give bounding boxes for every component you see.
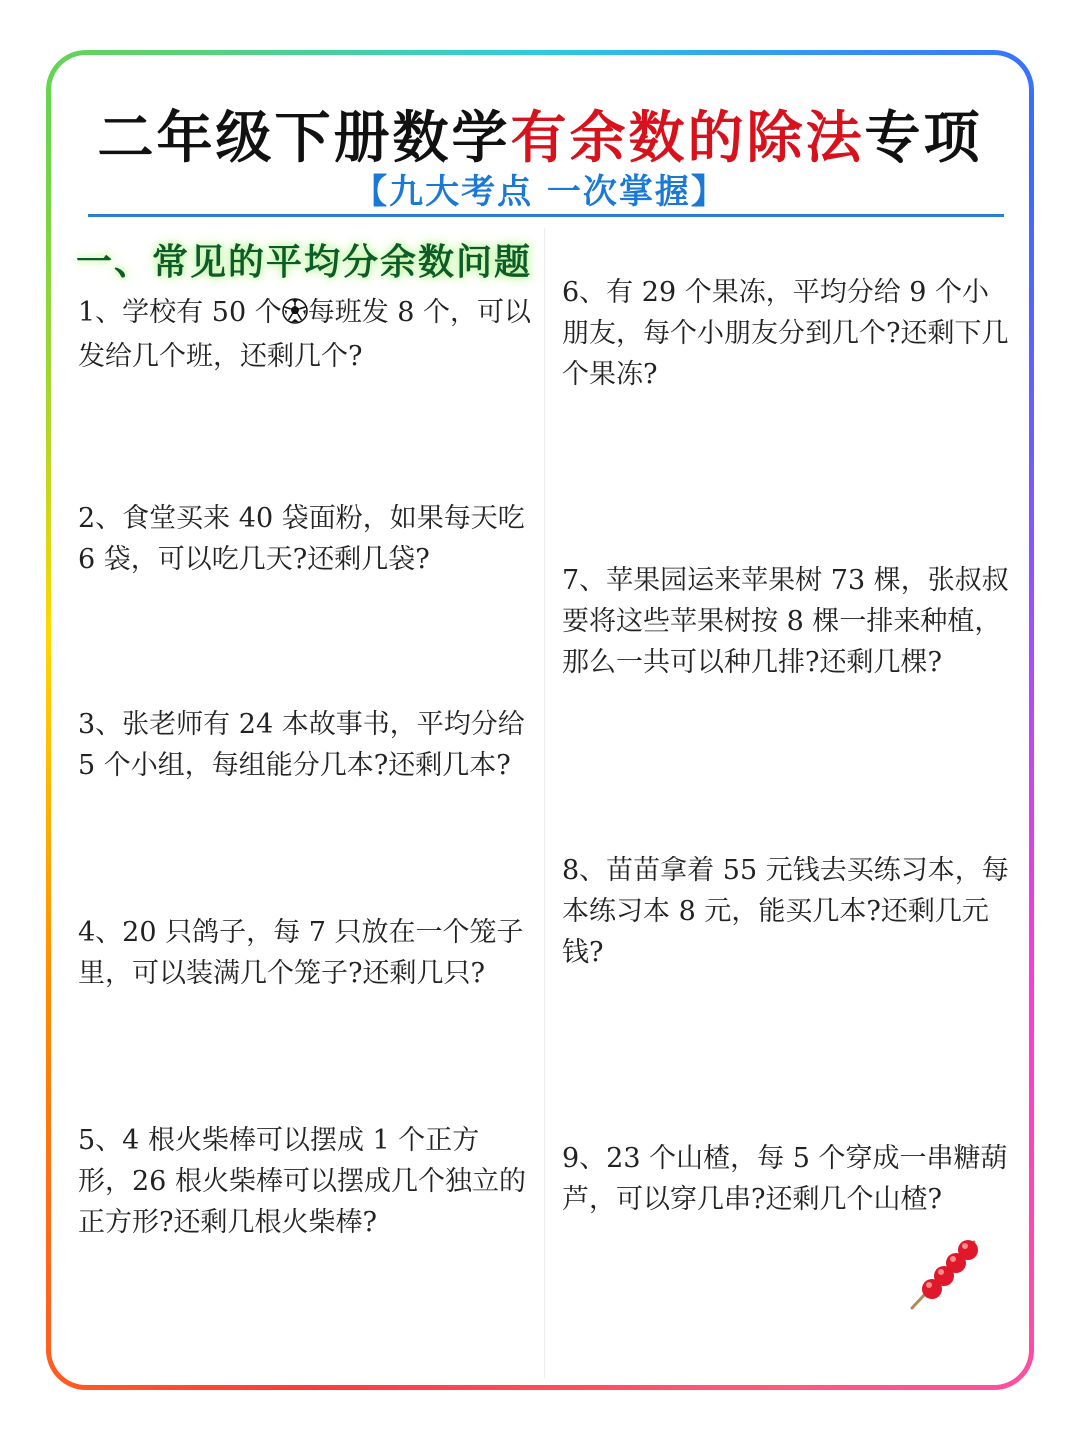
question-5: 5、4 根火柴棒可以摆成 1 个正方形，26 根火柴棒可以摆成几个独立的正方形?还剩几根火柴棒? (78, 1125, 526, 1238)
candied-haws-icon (902, 1234, 986, 1318)
header-divider (88, 214, 1004, 217)
page-subtitle: 【九大考点 一次掌握】 (353, 172, 727, 212)
page-title: 二年级下册数学有余数的除法专项 (97, 106, 983, 171)
question-6: 6、有 29 个果冻，平均分给 9 个小朋友，每个小朋友分到几个?还剩下几个果冻? (562, 277, 1009, 390)
section-title: 一、常见的平均分余数问题 (76, 242, 533, 283)
title-highlight: 有余数的除法 (510, 106, 865, 171)
question-1: 1、学校有 50 个 每班发 8 个，可以发给几个班，还剩几个? (78, 297, 532, 372)
soccer-ball-icon (282, 295, 308, 336)
question-8: 8、苗苗拿着 55 元钱去买练习本，每本练习本 8 元，能买几本?还剩几元钱? (562, 855, 1009, 968)
question-3: 3、张老师有 24 本故事书，平均分给 5 个小组，每组能分几本?还剩几本? (78, 709, 525, 781)
question-7: 7、苹果园运来苹果树 73 棵，张叔叔要将这些苹果树按 8 棵一排来种植，那么一共可以种几排?还剩几棵? (562, 565, 1009, 678)
question-4: 4、20 只鸽子，每 7 只放在一个笼子里，可以装满几个笼子?还剩几只? (78, 917, 524, 989)
question-2: 2、食堂买来 40 袋面粉，如果每天吃 6 袋，可以吃几天?还剩几袋? (78, 503, 525, 575)
question-9: 9、23 个山楂，每 5 个穿成一串糖葫芦，可以穿几串?还剩几个山楂? (562, 1143, 1008, 1215)
column-divider (544, 228, 545, 1378)
